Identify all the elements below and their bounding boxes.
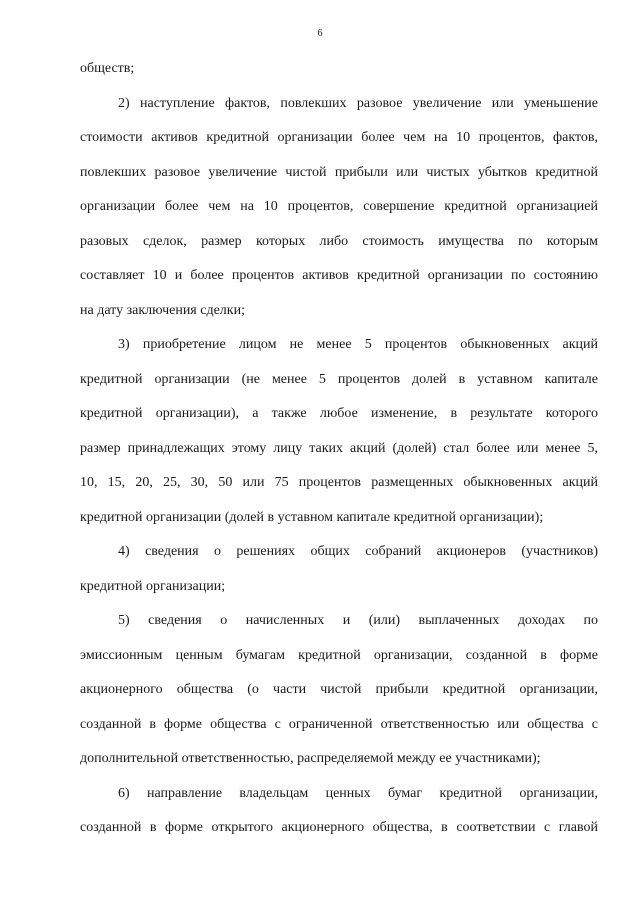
text-line: размер принадлежащих этому лицу таких акций (долей) стал более или менее 5,	[80, 440, 598, 456]
paragraph-first-line: 3) приобретение лицом не менее 5 процентов обыкновенных акций	[118, 337, 598, 352]
text-line: кредитной организации), а также любое изменение, в результате которого	[80, 406, 598, 421]
text-line: дополнительной ответственностью, распределяемой между ее участниками);	[80, 751, 541, 766]
text-line: созданной в форме общества с ограниченной ответственностью или общества с	[80, 716, 598, 732]
text-line: кредитной организации (долей в уставном капитале кредитной организации);	[80, 509, 544, 525]
text-line: стоимости активов кредитной организации более чем на 10 процентов, фактов,	[80, 130, 598, 145]
text-line: кредитной организации;	[80, 578, 226, 594]
text-line: созданной в форме открытого акционерного общества, в соответствии с главой	[80, 820, 598, 835]
paragraph-first-line: 5) сведения о начисленных и (или) выплаченных доходах по	[118, 613, 598, 628]
text-line: повлекших разовое увеличение чистой прибыли или чистых убытков кредитной	[80, 164, 598, 180]
text-line: обществ;	[80, 61, 135, 76]
text-line: кредитной организации (не менее 5 процентов долей в уставном капитале	[80, 371, 598, 387]
text-line: составляет 10 и более процентов активов кредитной организации по состоянию	[80, 268, 598, 283]
text-line: на дату заключения сделки;	[80, 302, 245, 318]
body-text	[80, 52, 598, 846]
paragraph-first-line: 2) наступление фактов, повлекших разовое увеличение или уменьшение	[118, 95, 598, 111]
text-line: эмиссионным ценным бумагам кредитной организации, созданной в форме	[80, 647, 598, 663]
text-line: разовых сделок, размер которых либо стоимость имущества по которым	[80, 233, 598, 249]
page-number: 6	[317, 28, 323, 39]
text-line: акционерного общества (о части чистой прибыли кредитной организации,	[80, 682, 598, 697]
text-line: организации более чем на 10 процентов, совершение кредитной организацией	[80, 199, 598, 214]
text-line: 10, 15, 20, 25, 30, 50 или 75 процентов размещенных обыкновенных акций	[80, 475, 598, 490]
paragraph-first-line: 4) сведения о решениях общих собраний акционеров (участников)	[118, 544, 598, 559]
paragraph-first-line: 6) направление владельцам ценных бумаг кредитной организации,	[118, 785, 598, 801]
